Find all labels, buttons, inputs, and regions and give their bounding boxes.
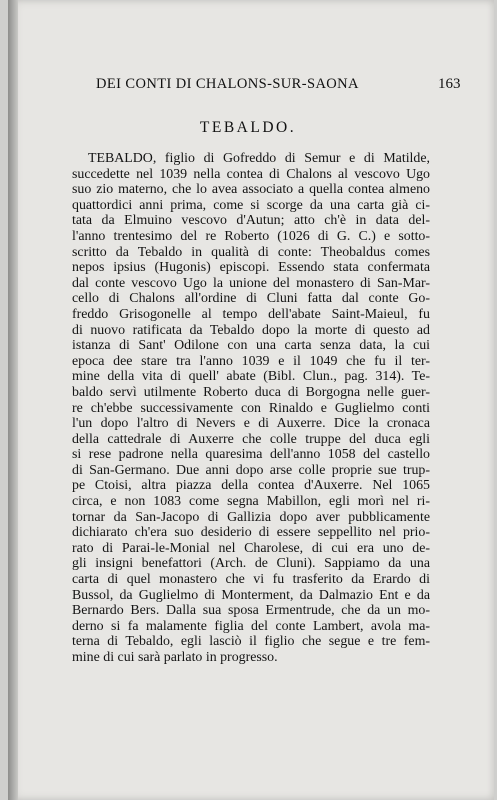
text-line: carta di quel monastero che vi fu trasferito da Erardo di xyxy=(72,572,430,588)
text-line: epoca dee stare tra l'anno 1039 e il 1049 che fu il ter- xyxy=(72,353,430,369)
section-title: TEBALDO. xyxy=(199,119,297,136)
text-line: derno si fa malamente figlia del conte Lambert, avola ma- xyxy=(72,618,430,634)
text-line: baldo servì utilmente Roberto duca di Borgogna nelle guer- xyxy=(72,384,430,400)
page-number: 163 xyxy=(438,76,461,92)
text-line: nepos ipsius (Hugonis) episcopi. Essendo stata confermata xyxy=(72,260,430,276)
text-line: gli insigni benefattori (Arch. de Cluni). Sappiamo da una xyxy=(72,556,430,572)
text-line: l'un dopo l'altro di Nevers e di Auxerre. Dice la cronaca xyxy=(72,416,430,432)
text-line: rato di Parai-le-Monial nel Charolese, di cui era uno de- xyxy=(72,540,430,556)
running-title: DEI CONTI DI CHALONS-SUR-SAONA xyxy=(96,76,359,92)
text-line: Bernardo Bers. Dalla sua sposa Ermentrude, che da un mo- xyxy=(72,603,430,619)
text-line: dichiarato ch'era suo desiderio di essere seppellito nel prio- xyxy=(72,525,430,541)
text-line: terna di Tebaldo, egli lasciò il figlio che segue e tre fem- xyxy=(72,634,430,650)
text-line: TEBALDO, figlio di Gofreddo di Semur e di Matilde, xyxy=(88,151,430,166)
page-binding-shadow xyxy=(8,0,18,800)
text-line: scritto da Tebaldo in qualità di conte: Theobaldus comes xyxy=(72,244,430,260)
text-line: della cattedrale di Auxerre che colle truppe del duca egli xyxy=(72,431,430,447)
text-line: quattordici anni prima, come si scorge da una carta già ci- xyxy=(72,197,430,213)
text-line: di San-Germano. Due anni dopo arse colle proprie sue trup- xyxy=(72,462,430,478)
text-line: cello di Chalons all'ordine di Cluni fatta dal conte Go- xyxy=(72,291,430,307)
text-line: succedette nel 1039 nella contea di Chalons al vescovo Ugo xyxy=(72,166,430,182)
text-line: mine di cui sarà parlato in progresso. xyxy=(72,650,278,665)
text-line: dal conte vescovo Ugo la unione del monastero di San-Mar- xyxy=(72,275,430,291)
text-line: re ch'ebbe successivamente con Rinaldo e Guglielmo conti xyxy=(72,400,430,416)
text-line: suo zio materno, che lo avea associato a quella contea almeno xyxy=(72,182,430,198)
text-line: pe Ctoisi, altra piazza della contea d'Auxerre. Nel 1065 xyxy=(72,478,430,494)
text-line: di nuovo ratificata da Tebaldo dopo la morte di questo ad xyxy=(72,322,430,338)
text-line: si rese padrone nella quaresima dell'anno 1058 del castello xyxy=(72,447,430,463)
text-line: l'anno trentesimo del re Roberto (1026 di G. C.) e sotto- xyxy=(72,228,430,244)
body-text xyxy=(72,151,430,666)
text-line: Bussol, da Guglielmo di Monterment, da Dalmazio Ent e da xyxy=(72,587,430,603)
book-page xyxy=(8,0,494,800)
text-line: circa, e non 1083 come segna Mabillon, egli morì nel ri- xyxy=(72,494,430,510)
text-line: tata da Elmuino vescovo d'Autun; atto ch'è in data del- xyxy=(72,213,430,229)
text-line: tornar da San-Jacopo di Gallizia dopo aver pubblicamente xyxy=(72,509,430,525)
text-line: istanza di Sant' Odilone con una carta senza data, la cui xyxy=(72,338,430,354)
text-line: freddo Grisogonelle al tempo dell'abate Saint-Maieul, fu xyxy=(72,306,430,322)
text-line: mine della vita di quell' abate (Bibl. Clun., pag. 314). Te- xyxy=(72,369,430,385)
